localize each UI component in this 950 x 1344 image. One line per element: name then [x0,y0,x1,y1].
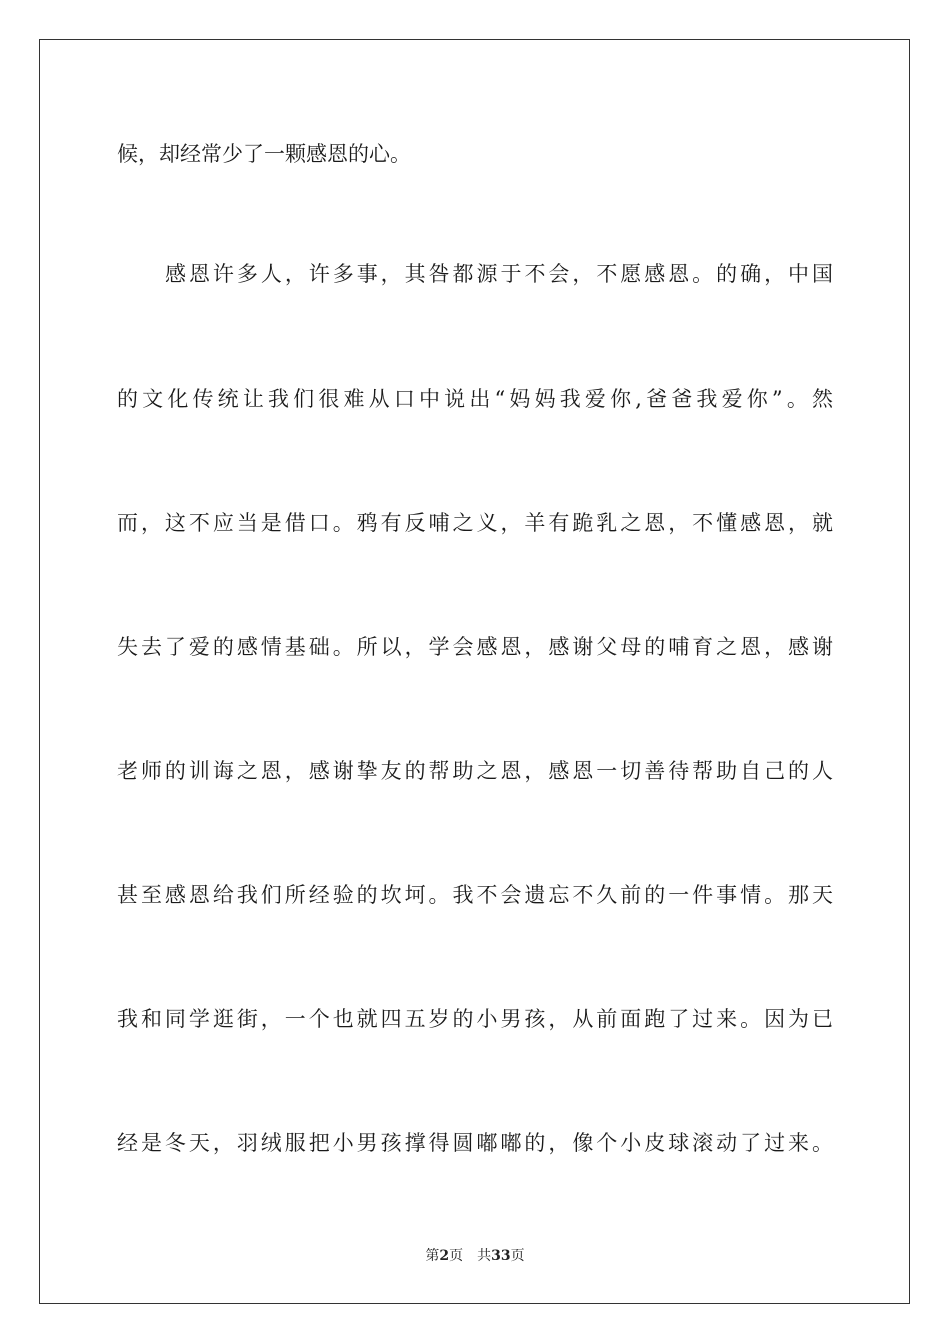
text-line-7: 甚至感恩给我们所经验的坎坷。我不会遗忘不久前的一件事情。那天 [117,883,833,907]
text-line-9: 经是冬天，羽绒服把小男孩撑得圆嘟嘟的，像个小皮球滚动了过来。 [117,1131,833,1155]
text-line-8: 我和同学逛街，一个也就四五岁的小男孩，从前面跑了过来。因为已 [117,1007,833,1031]
text-line-4: 而，这不应当是借口。鸦有反哺之义，羊有跪乳之恩，不懂感恩，就 [117,511,833,535]
page-number: 2 [439,1248,450,1264]
total-prefix: 共 [477,1248,492,1264]
text-line-6: 老师的训诲之恩，感谢挚友的帮助之恩，感恩一切善待帮助自己的人 [117,759,833,783]
text-line-3: 的文化传统让我们很难从口中说出“妈妈我爱你,爸爸我爱你”。然 [117,387,833,411]
text-line-2: 感恩许多人，许多事，其咎都源于不会，不愿感恩。的确，中国 [165,262,833,286]
page-border [39,39,910,1304]
text-line-5: 失去了爱的感情基础。所以，学会感恩，感谢父母的哺育之恩，感谢 [117,635,833,659]
page-suffix: 页 [449,1248,464,1264]
page-footer [0,1246,950,1266]
text-line-1: 候，却经常少了一颗感恩的心。 [117,142,411,166]
total-suffix: 页 [510,1248,525,1264]
total-pages: 33 [491,1248,511,1264]
page-prefix: 第 [425,1248,440,1264]
